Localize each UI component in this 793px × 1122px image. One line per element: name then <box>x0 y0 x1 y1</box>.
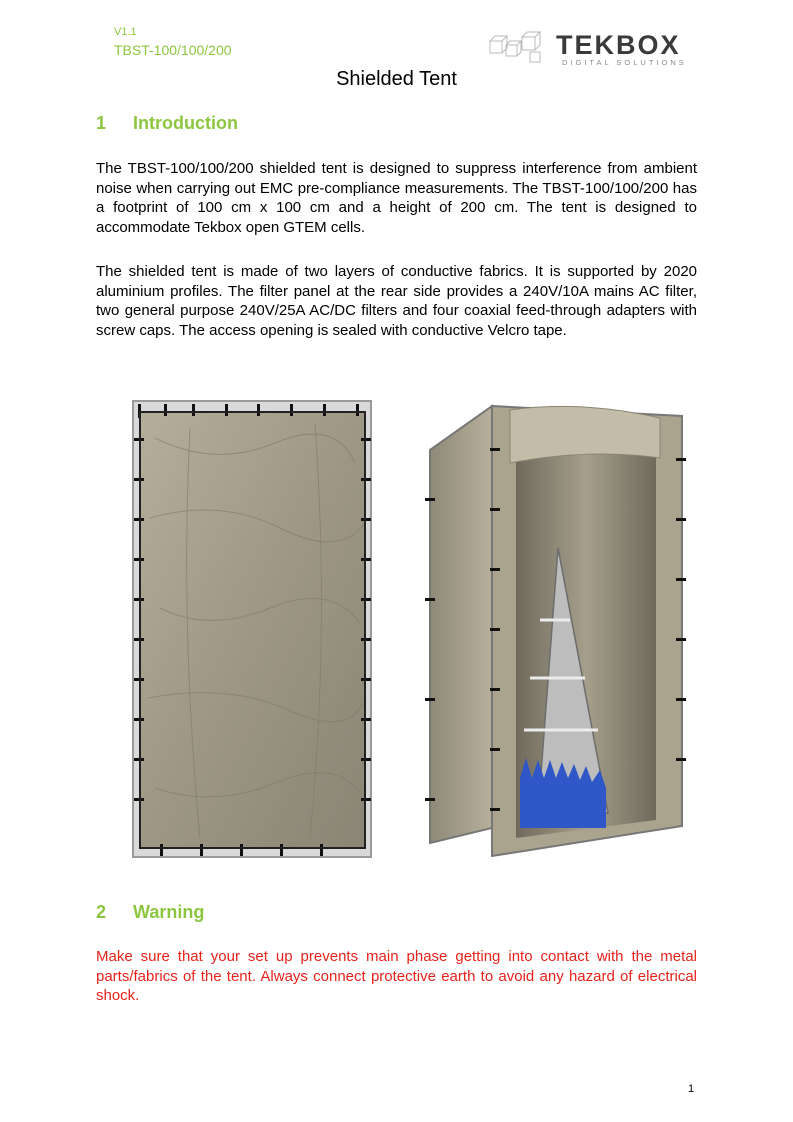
header-model: TBST-100/100/200 <box>114 42 232 58</box>
section-2-number: 2 <box>96 902 107 922</box>
section-1-number: 1 <box>96 113 107 133</box>
rolled-flap <box>510 406 660 463</box>
open-tent-photo <box>420 398 690 862</box>
section-2-heading <box>96 901 204 923</box>
tekbox-logo <box>484 28 716 70</box>
tent-side-panel <box>430 406 492 843</box>
page-title: Shielded Tent <box>336 68 457 90</box>
logo-tagline: DIGITAL SOLUTIONS <box>562 58 687 67</box>
header-version: V1.1 <box>114 26 137 38</box>
intro-paragraph-1: The TBST-100/100/200 shielded tent is designed to suppress interference from ambient noise when carrying out EMC pre-compliance measurements. The TBST-100/100/200 has a footprint of 100 cm x 100 cm and a height of 200 cm. The tent is designed to accommodate Tekbox open GTEM cells. <box>96 160 697 236</box>
section-2-title: Warning <box>133 902 205 922</box>
section-1-title: Introduction <box>133 113 238 133</box>
page-number: 1 <box>688 1083 695 1095</box>
warning-paragraph: Make sure that your set up prevents main phase getting into contact with the metal parts/fabrics of the tent. Always connect protective earth to avoid any hazard of electrical shock. <box>96 948 697 1004</box>
section-1-heading <box>96 112 238 134</box>
tent-fabric <box>140 412 365 848</box>
logo-wordmark: TEKBOX <box>556 30 681 60</box>
closed-tent-photo <box>130 398 375 860</box>
intro-paragraph-2: The shielded tent is made of two layers of conductive fabrics. It is supported by 2020 aluminium profiles. The filter panel at the rear side provides a 240V/10A mains AC filter, two general purpose 240V/25A AC/DC filters and four coaxial feed-through adapters with screw caps. The access opening is sealed with conductive Velcro tape. <box>96 263 697 339</box>
cube-icon <box>490 32 540 62</box>
